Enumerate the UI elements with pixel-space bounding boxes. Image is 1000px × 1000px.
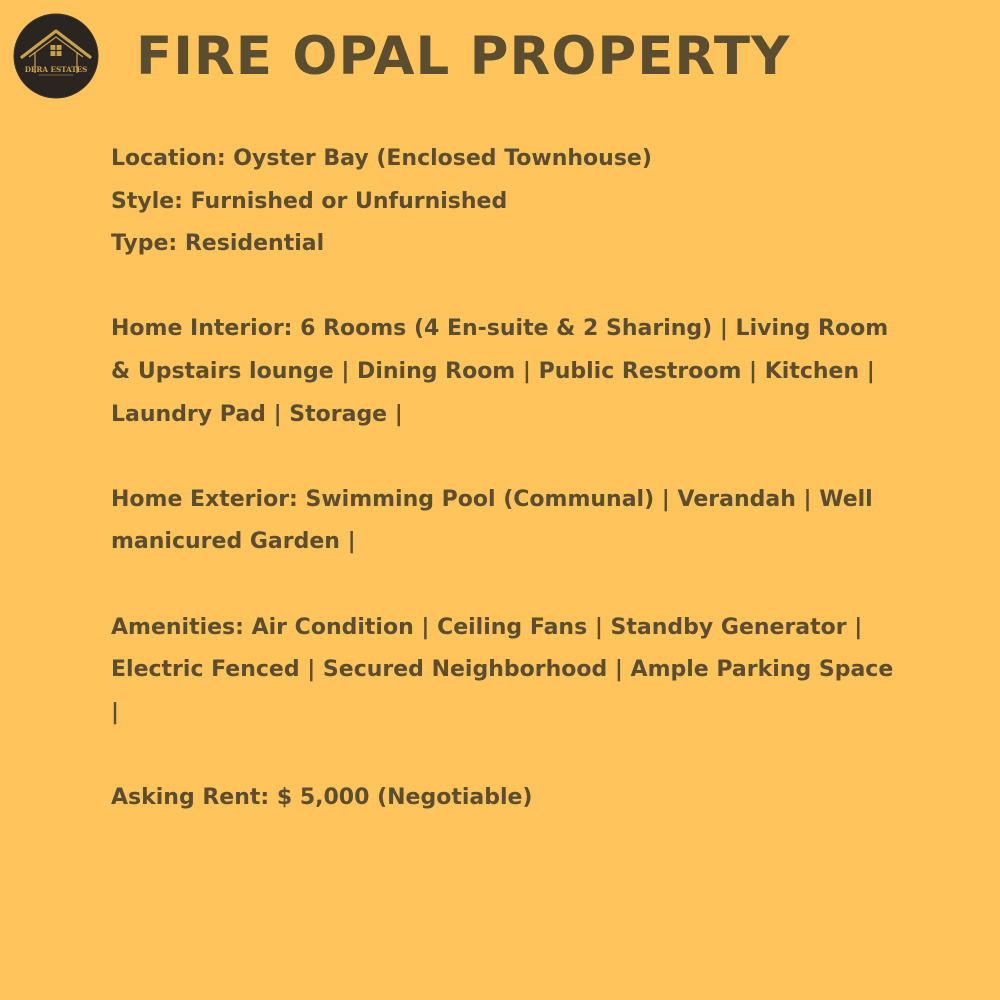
home-interior-paragraph: Home Interior: 6 Rooms (4 En-suite & 2 Sharing) | Living Room & Upstairs lounge | Dining Room | Public Restroom | Kitchen | Laundry Pad | Storage |	[111, 316, 889, 427]
logo-text: DERA ESTATES	[24, 65, 88, 74]
house-logo-icon	[13, 13, 99, 99]
asking-rent-line: Asking Rent: $ 5,000 (Negotiable)	[111, 784, 533, 810]
logo	[13, 13, 99, 99]
type-line: Type: Residential	[111, 231, 325, 257]
home-exterior-paragraph: Home Exterior: Swimming Pool (Communal) | Verandah | Well manicured Garden |	[111, 486, 873, 555]
amenities-paragraph: Amenities: Air Condition | Ceiling Fans | Standby Generator | Electric Fenced | Secured Neighborhood | Ample Parking Space |	[111, 614, 894, 725]
location-line: Location: Oyster Bay (Enclosed Townhouse)	[111, 146, 652, 171]
page-title: FIRE OPAL PROPERTY	[136, 26, 791, 87]
property-details	[111, 138, 901, 820]
style-line: Style: Furnished or Unfurnished	[111, 188, 508, 214]
